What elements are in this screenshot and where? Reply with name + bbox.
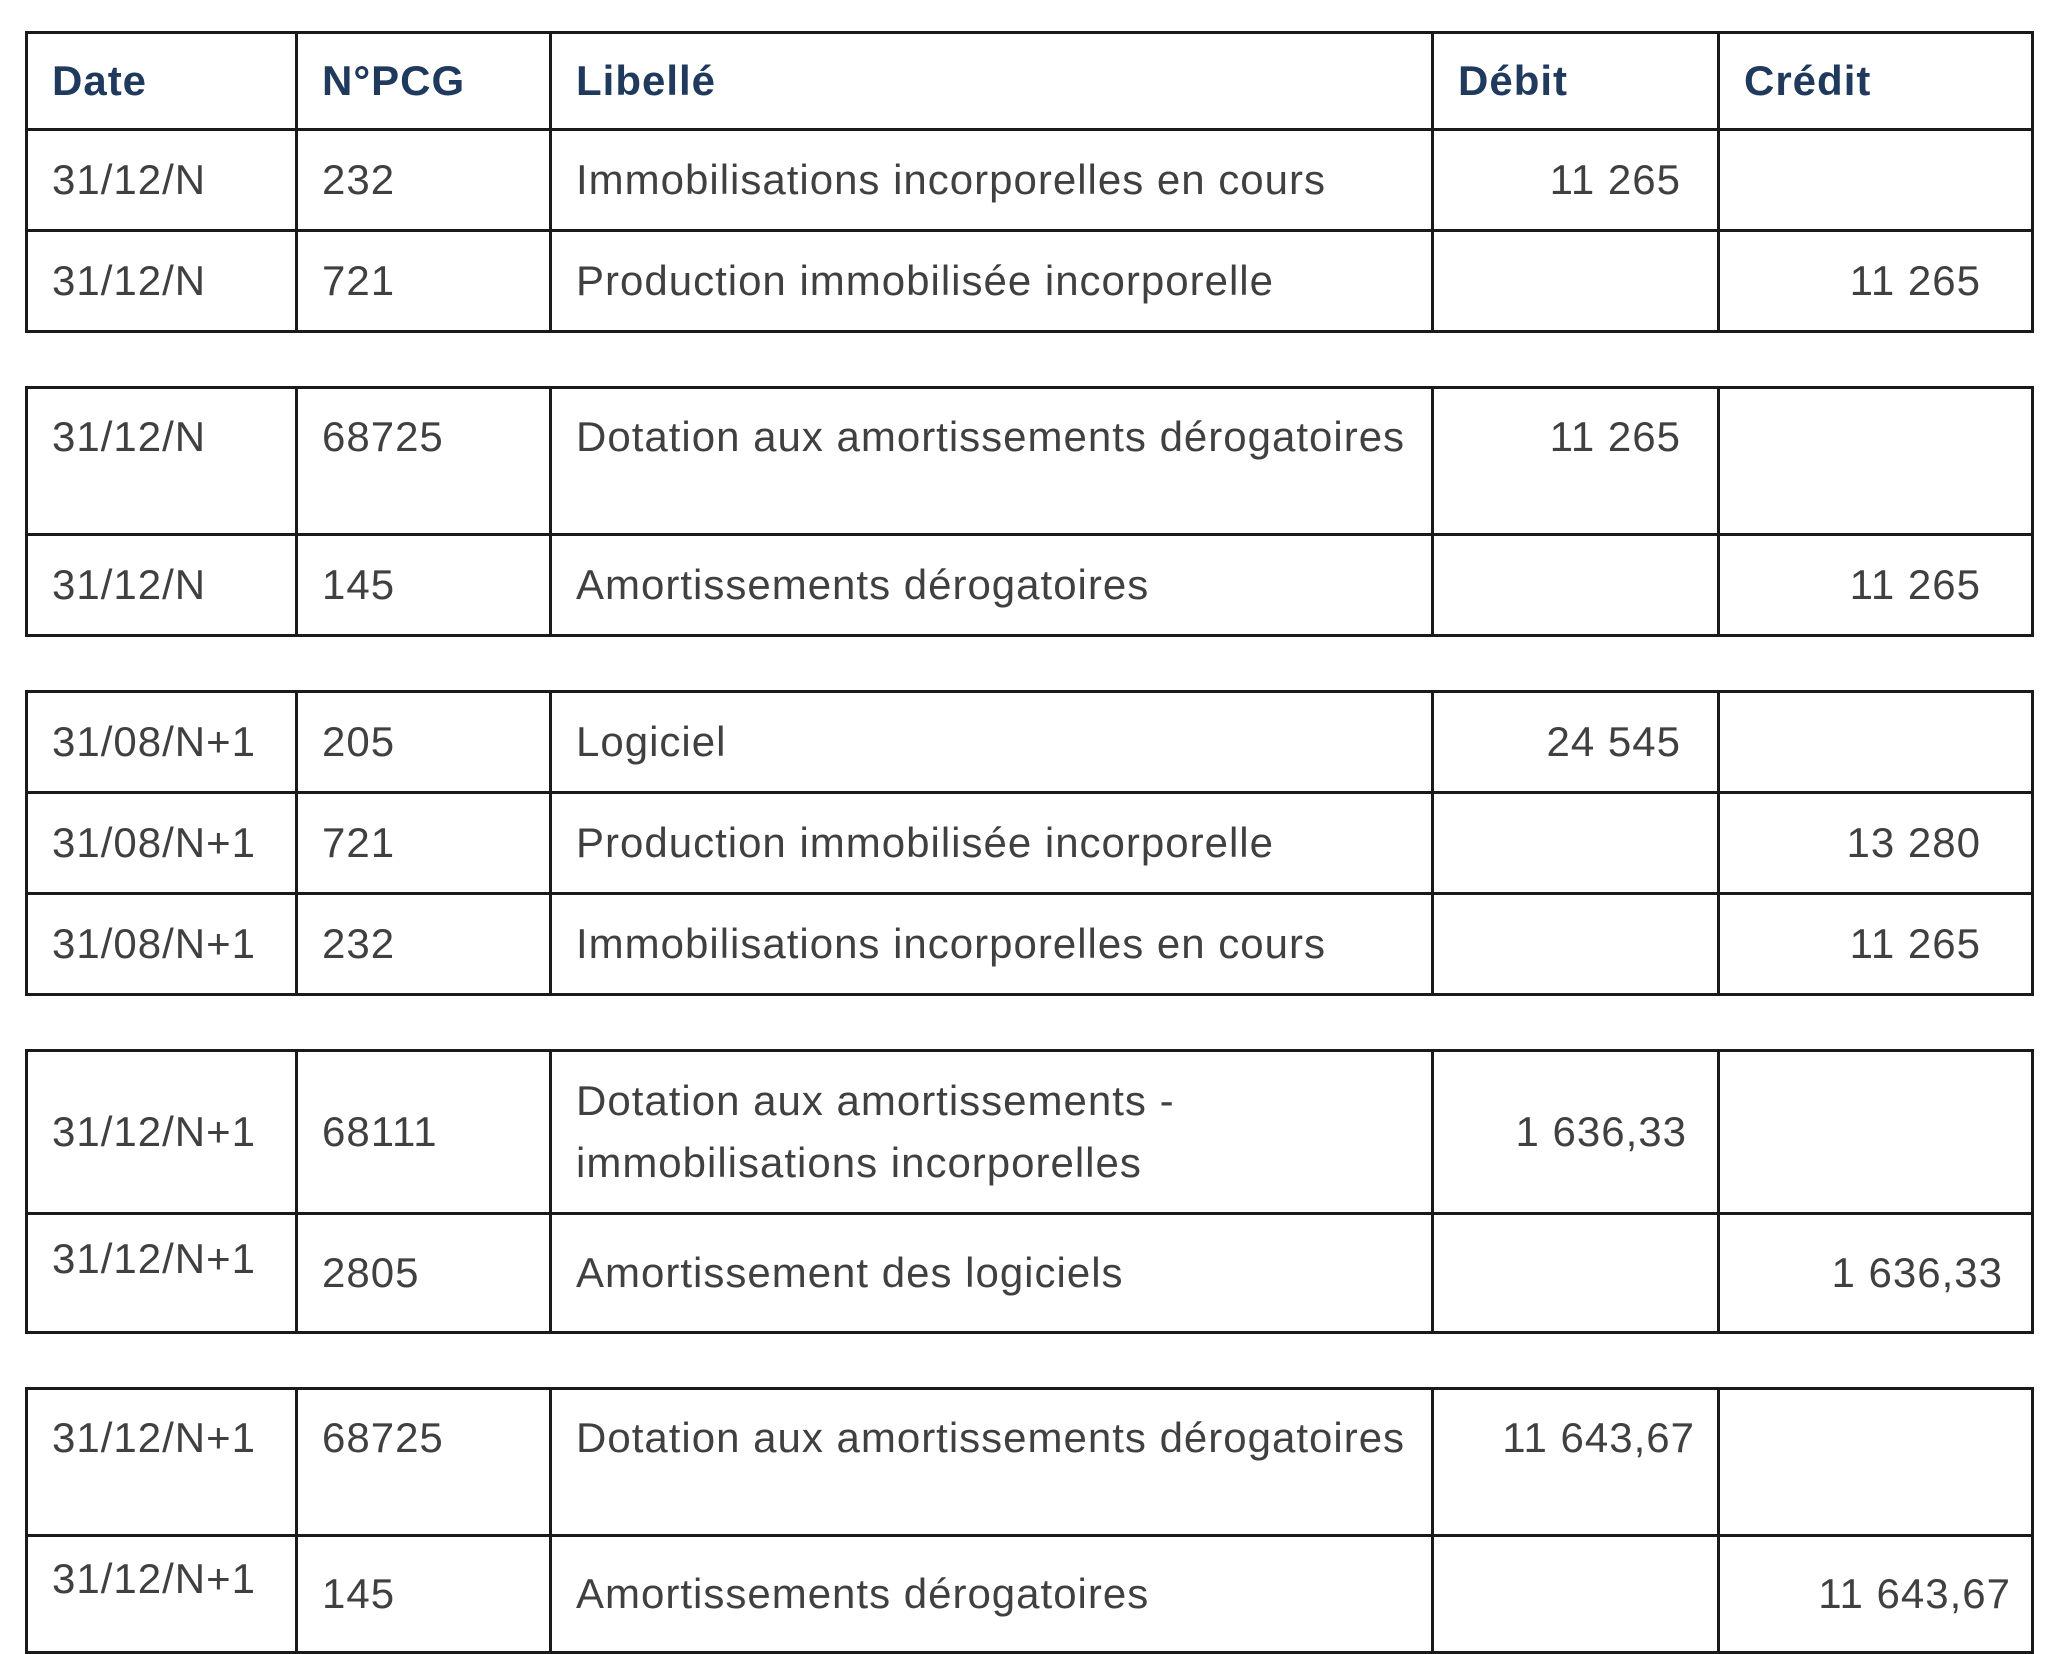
cell-pcg: 145 (297, 1536, 551, 1653)
cell-debit: 1 636,33 (1433, 1051, 1719, 1214)
table-row (27, 1214, 2033, 1333)
cell-credit: 11 643,67 (1719, 1536, 2033, 1653)
cell-pcg: 68111 (297, 1051, 551, 1214)
header-libelle: Libellé (551, 33, 1433, 130)
table-row (27, 231, 2033, 332)
cell-date: 31/08/N+1 (27, 793, 297, 894)
journal-block (25, 690, 2034, 996)
cell-date: 31/12/N+1 (27, 1389, 297, 1536)
cell-libelle: Production immobilisée incorporelle (551, 231, 1433, 332)
table-row (27, 1389, 2033, 1536)
header-row (27, 33, 2033, 130)
cell-credit (1719, 692, 2033, 793)
journal-block (25, 386, 2034, 637)
table-row (27, 1536, 2033, 1653)
cell-libelle: Dotation aux amortissements - immobilisations incorporelles (551, 1051, 1433, 1214)
cell-date: 31/12/N+1 (27, 1536, 297, 1653)
header-credit: Crédit (1719, 33, 2033, 130)
cell-libelle: Immobilisations incorporelles en cours (551, 130, 1433, 231)
cell-date: 31/12/N+1 (27, 1214, 297, 1333)
table-row (27, 692, 2033, 793)
cell-date: 31/12/N (27, 130, 297, 231)
cell-credit: 13 280 (1719, 793, 2033, 894)
table-row (27, 793, 2033, 894)
cell-debit (1433, 1214, 1719, 1333)
cell-debit (1433, 1536, 1719, 1653)
cell-credit (1719, 130, 2033, 231)
journal-block (25, 1049, 2034, 1334)
cell-credit (1719, 388, 2033, 535)
table-row (27, 1051, 2033, 1214)
cell-libelle: Dotation aux amortissements dérogatoires (551, 388, 1433, 535)
cell-pcg: 205 (297, 692, 551, 793)
cell-libelle: Immobilisations incorporelles en cours (551, 894, 1433, 995)
cell-credit: 11 265 (1719, 894, 2033, 995)
cell-pcg: 721 (297, 793, 551, 894)
cell-date: 31/12/N (27, 231, 297, 332)
cell-date: 31/08/N+1 (27, 692, 297, 793)
cell-libelle: Production immobilisée incorporelle (551, 793, 1433, 894)
journal-block (25, 1387, 2034, 1654)
journal-block (25, 31, 2034, 333)
cell-pcg: 145 (297, 535, 551, 636)
cell-debit: 11 265 (1433, 130, 1719, 231)
cell-debit (1433, 535, 1719, 636)
table-row (27, 894, 2033, 995)
header-debit: Débit (1433, 33, 1719, 130)
cell-libelle: Logiciel (551, 692, 1433, 793)
table-row (27, 130, 2033, 231)
cell-libelle: Amortissements dérogatoires (551, 535, 1433, 636)
header-date: Date (27, 33, 297, 130)
cell-date: 31/12/N (27, 388, 297, 535)
cell-libelle: Amortissement des logiciels (551, 1214, 1433, 1333)
cell-credit (1719, 1051, 2033, 1214)
cell-credit: 11 265 (1719, 231, 2033, 332)
cell-pcg: 68725 (297, 388, 551, 535)
cell-debit (1433, 231, 1719, 332)
cell-pcg: 2805 (297, 1214, 551, 1333)
table-row (27, 535, 2033, 636)
cell-debit: 11 265 (1433, 388, 1719, 535)
cell-debit: 11 643,67 (1433, 1389, 1719, 1536)
cell-pcg: 721 (297, 231, 551, 332)
cell-credit: 1 636,33 (1719, 1214, 2033, 1333)
cell-libelle: Dotation aux amortissements dérogatoires (551, 1389, 1433, 1536)
cell-debit (1433, 793, 1719, 894)
cell-date: 31/12/N+1 (27, 1051, 297, 1214)
cell-date: 31/08/N+1 (27, 894, 297, 995)
cell-libelle: Amortissements dérogatoires (551, 1536, 1433, 1653)
cell-credit: 11 265 (1719, 535, 2033, 636)
header-pcg: N°PCG (297, 33, 551, 130)
cell-pcg: 232 (297, 130, 551, 231)
cell-debit: 24 545 (1433, 692, 1719, 793)
cell-credit (1719, 1389, 2033, 1536)
table-row (27, 388, 2033, 535)
cell-date: 31/12/N (27, 535, 297, 636)
cell-pcg: 68725 (297, 1389, 551, 1536)
cell-debit (1433, 894, 1719, 995)
journal-entries (25, 31, 2031, 1654)
cell-pcg: 232 (297, 894, 551, 995)
